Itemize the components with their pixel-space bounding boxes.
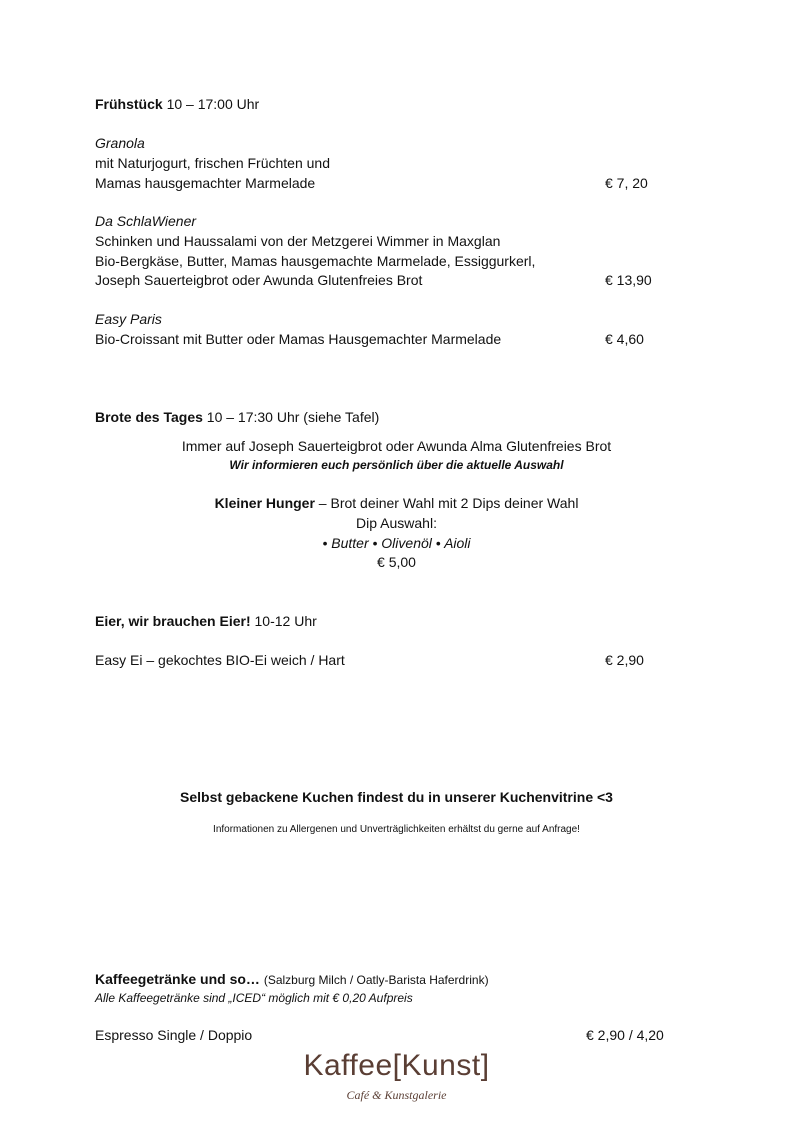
coffee-title: Kaffeegetränke und so… xyxy=(95,971,260,987)
bullet-icon: • xyxy=(435,535,441,551)
special-name: Kleiner Hunger xyxy=(214,495,315,511)
menu-item-desc: Mamas hausgemachter Marmelade xyxy=(95,175,316,191)
menu-item-desc: Bio-Croissant mit Butter oder Mamas Hausgemachter Marmelade xyxy=(95,331,502,347)
menu-item-desc: Schinken und Haussalami von der Metzgerei Wimmer in Maxglan xyxy=(95,233,501,249)
breakfast-title: Frühstück xyxy=(95,96,163,112)
cake-note: Selbst gebackene Kuchen findest du in unserer Kuchenvitrine <3 xyxy=(180,789,613,805)
breakfast-hours: 10 – 17:00 Uhr xyxy=(166,96,260,112)
bread-heading xyxy=(95,408,379,427)
dip-item: Aioli xyxy=(444,535,471,551)
bullet-icon: • xyxy=(322,535,328,551)
logo-word: Kaffee xyxy=(303,1049,393,1082)
bread-intro: Immer auf Joseph Sauerteigbrot oder Awunda Alma Glutenfreies Brot xyxy=(181,438,612,454)
menu-item-desc: Easy Ei – gekochtes BIO-Ei weich / Hart xyxy=(95,652,345,668)
dip-item: Butter xyxy=(331,535,369,551)
coffee-subtitle: (Salzburg Milch / Oatly-Barista Haferdrink) xyxy=(263,973,489,987)
menu-item-price: € 4,60 xyxy=(605,331,644,347)
menu-item-name: Granola xyxy=(95,135,145,151)
allergen-note: Informationen zu Allergenen und Unverträglichkeiten erhältst du gerne auf Anfrage! xyxy=(213,824,580,835)
dip-item: Olivenöl xyxy=(381,535,432,551)
logo-tagline: Café & Kunstgalerie xyxy=(346,1088,447,1102)
dip-list xyxy=(0,534,793,553)
menu-item-desc: mit Naturjogurt, frischen Früchten und xyxy=(95,155,330,171)
menu-item-desc: Espresso Single / Doppio xyxy=(95,1027,253,1043)
eggs-heading xyxy=(95,612,317,631)
bread-price: € 5,00 xyxy=(377,554,416,570)
logo: Kaffee[Kunst] xyxy=(303,1049,490,1082)
eggs-hours: 10-12 Uhr xyxy=(254,613,317,629)
menu-item-price: € 2,90 xyxy=(605,652,644,668)
logo-word: Kunst xyxy=(401,1049,481,1082)
eggs-title: Eier, wir brauchen Eier! xyxy=(95,613,251,629)
coffee-heading xyxy=(95,970,489,990)
menu-item-desc: Joseph Sauerteigbrot oder Awunda Glutenfreies Brot xyxy=(95,272,423,288)
dip-label: Dip Auswahl: xyxy=(356,515,437,531)
iced-note: Alle Kaffeegetränke sind „ICED“ möglich mit € 0,20 Aufpreis xyxy=(95,991,413,1005)
bread-special xyxy=(0,494,793,513)
bullet-icon: • xyxy=(372,535,378,551)
menu-item-price: € 7, 20 xyxy=(605,175,648,191)
menu-item-price: € 13,90 xyxy=(605,272,652,288)
menu-item-desc: Bio-Bergkäse, Butter, Mamas hausgemachte Marmelade, Essiggurkerl, xyxy=(95,253,536,269)
bread-title: Brote des Tages xyxy=(95,409,203,425)
bread-note: Wir informieren euch persönlich über die aktuelle Auswahl xyxy=(229,458,564,472)
menu-item-name: Easy Paris xyxy=(95,311,162,327)
menu-item-name: Da SchlaWiener xyxy=(95,213,197,229)
bread-hours: 10 – 17:30 Uhr (siehe Tafel) xyxy=(206,409,380,425)
breakfast-heading xyxy=(95,95,259,114)
special-desc: – Brot deiner Wahl mit 2 Dips deiner Wahl xyxy=(314,495,579,511)
menu-item-price: € 2,90 / 4,20 xyxy=(586,1027,664,1043)
